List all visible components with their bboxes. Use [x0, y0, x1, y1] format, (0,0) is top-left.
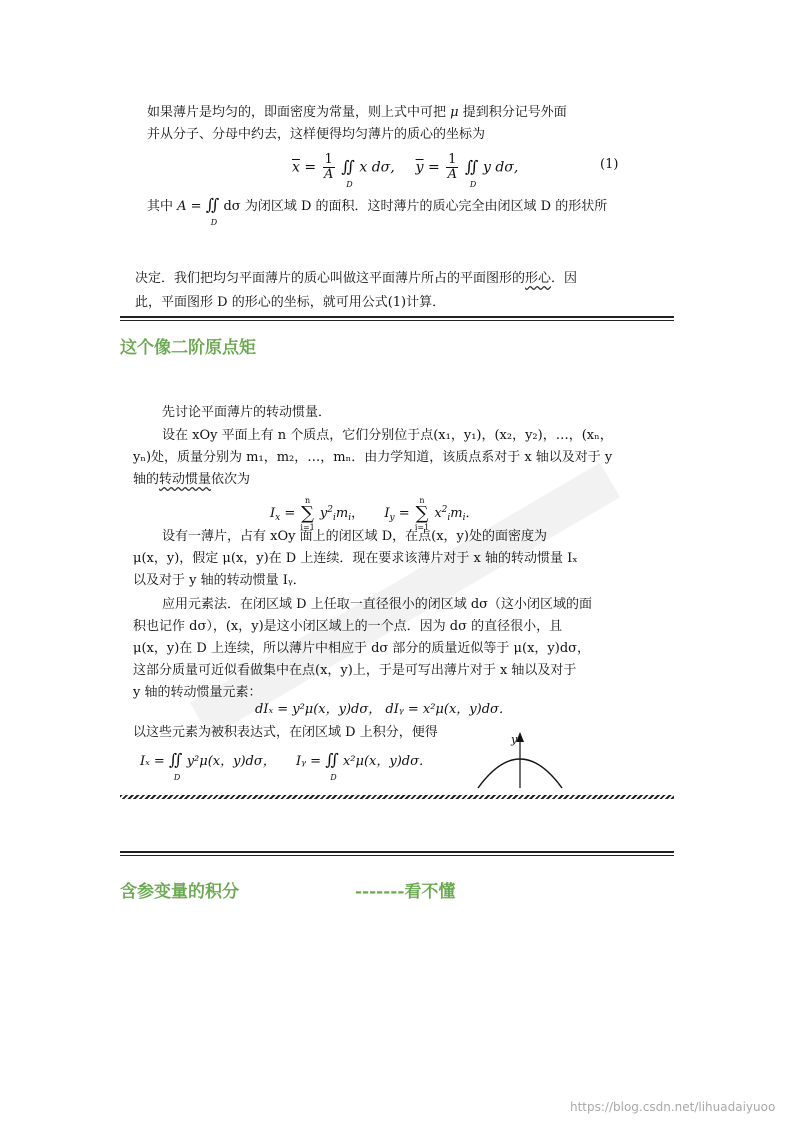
denominator: A: [323, 167, 334, 182]
text-line: [147, 195, 608, 227]
sum-term: y: [319, 506, 328, 521]
text-line: 积也记作 dσ），(x，y)是这小闭区域上的一个点．因为 dσ 的直径很小，且: [133, 619, 563, 634]
text-line: μ(x，y)，假定 μ(x，y)在 D 上连续．现在要求该薄片对于 x 轴的转动惯量 Iₓ: [133, 551, 578, 566]
text-segment: 其中: [147, 199, 174, 214]
formula-centroid: [292, 152, 519, 189]
sum-term: m: [335, 506, 349, 521]
math-symbol: μ: [450, 105, 459, 120]
text-line: yₙ)处，质量分别为 m₁，m₂，…，mₙ．由力学知道，该质点系对于 x 轴以及对于 y: [133, 450, 613, 465]
integral-domain: D: [330, 773, 337, 782]
text-segment: 为闭区域 D 的面积．这时薄片的质心完全由闭区域 D 的形状所: [244, 199, 608, 214]
math-symbol: $\overline{x}$: [292, 159, 300, 176]
section-heading-note: -------看不懂: [355, 882, 456, 902]
integral-domain: D: [173, 773, 181, 782]
integral-domain: D: [469, 179, 477, 189]
double-integral-sign: ∬ D: [465, 159, 479, 175]
watermark-stroke: [180, 440, 630, 740]
integrand: x dσ,: [359, 159, 395, 176]
math-symbol: =: [398, 506, 410, 521]
integrand: x²μ(x，y)dσ．: [342, 754, 432, 769]
text-segment: 决定．我们把均匀平面薄片的质心叫做这平面薄片所占的平面图形的: [135, 271, 526, 286]
math-symbol: =: [427, 159, 440, 176]
math-symbol: Iᵧ =: [296, 754, 322, 769]
math-symbol: A =: [177, 199, 202, 214]
double-integral-sign: ∬ D: [341, 159, 355, 175]
subscript: i: [348, 513, 352, 523]
formula-moment-sum: $I_x$ = n ∑ i=1 $y^2_im_i$， $I_y$ = n ∑ i=1 $x^2_im_i$．: [270, 495, 479, 532]
text-line: μ(x，y)在 D 上连续，所以薄片中相应于 dσ 部分的质量近似等于 μ(x，y)dσ，: [133, 641, 591, 656]
fraction: [323, 153, 335, 182]
subscript: i: [462, 513, 466, 523]
integral-domain: D: [346, 179, 353, 189]
subscript: x: [275, 513, 281, 523]
text-segment: 轴的: [133, 472, 160, 487]
figure-axis-label: y: [511, 733, 518, 746]
text-line: 应用元素法．在闭区域 D 上任取一直径很小的闭区域 dσ（这小闭区域的面: [162, 597, 593, 612]
text-line: [135, 271, 577, 287]
text-line: 以及对于 y 轴的转动惯量 Iᵧ．: [133, 573, 306, 588]
integrand: y dσ,: [482, 159, 519, 176]
text-line: 并从分子、分母中约去，这样便得均匀薄片的质心的坐标为: [147, 127, 486, 142]
subscript: i: [333, 513, 336, 523]
text-line: y 轴的转动惯量元素：: [133, 685, 262, 700]
math-symbol: I: [270, 506, 276, 521]
sum-lower: i=1: [414, 522, 430, 532]
text-line: 设有一薄片，占有 xOy 面上的闭区域 D，在点(x，y)处的面密度为: [162, 529, 547, 544]
math-symbol: I: [384, 506, 390, 521]
wavy-underlined-term: 形心: [525, 271, 552, 286]
numerator: 1: [324, 152, 333, 167]
text-line: 此，平面图形 D 的形心的坐标，就可用公式(1)计算．: [135, 295, 446, 310]
section-divider: [120, 795, 674, 799]
text-line: [147, 105, 567, 121]
math-symbol: $\overline{y}$: [415, 159, 424, 176]
fraction: [446, 153, 458, 182]
math-symbol: =: [284, 506, 296, 521]
double-integral-sign: ∬ D: [206, 197, 220, 213]
sum-term: m: [450, 506, 463, 521]
text-line: 先讨论平面薄片的转动惯量．: [162, 405, 332, 420]
double-integral-sign: ∬ D: [169, 750, 183, 770]
integral-domain: D: [210, 218, 218, 227]
text-line: 设在 xOy 平面上有 n 个质点，它们分别位于点(x₁，y₁)，(x₂，y₂)，…，(xₙ，: [162, 428, 613, 443]
sum-term: x: [434, 506, 442, 521]
math-symbol: Iₓ =: [140, 754, 165, 769]
section-divider: [120, 316, 674, 321]
summation: n ∑ i=1: [300, 495, 315, 532]
sum-upper: n: [305, 495, 311, 505]
watermark-url: https://blog.csdn.net/lihuadaiyuoo: [570, 1100, 776, 1114]
formula-moment-elements: dIₓ = y²μ(x，y)dσ， dIᵧ = x²μ(x，y)dσ．: [255, 702, 512, 717]
integrand: y²μ(x，y)dσ，: [186, 754, 276, 769]
text-line: 这部分质量可近似看做集中在点(x，y)上，于是可写出薄片对于 x 轴以及对于: [133, 663, 577, 678]
equation-number: (1): [600, 157, 619, 172]
numerator: 1: [448, 152, 457, 167]
sum-upper: n: [419, 495, 425, 505]
section-divider: [120, 851, 674, 856]
superscript: 2: [327, 505, 333, 515]
section-heading: 含参变量的积分: [120, 882, 239, 902]
subscript: y: [389, 513, 395, 523]
math-symbol: =: [304, 159, 317, 176]
subscript: i: [447, 513, 451, 523]
denominator: A: [447, 167, 457, 182]
section-heading: 这个像二阶原点矩: [120, 338, 256, 358]
sum-lower: i=1: [300, 522, 315, 532]
text-segment: 如果薄片是均匀的，即面密度为常量，则上式中可把: [147, 105, 447, 120]
text-segment: ．因: [551, 271, 578, 286]
text-segment: dσ: [223, 199, 241, 214]
summation: n ∑ i=1: [414, 495, 430, 532]
double-integral-sign: ∬ D: [325, 750, 339, 770]
text-segment: 提到积分记号外面: [462, 105, 567, 120]
text-line: 以这些元素为被积表达式，在闭区域 D 上积分，便得: [133, 725, 438, 740]
text-segment: 依次为: [211, 472, 251, 487]
formula-moment-integrals: [140, 750, 432, 782]
wavy-underlined-term: 转动惯量: [159, 472, 212, 487]
superscript: 2: [441, 505, 448, 515]
